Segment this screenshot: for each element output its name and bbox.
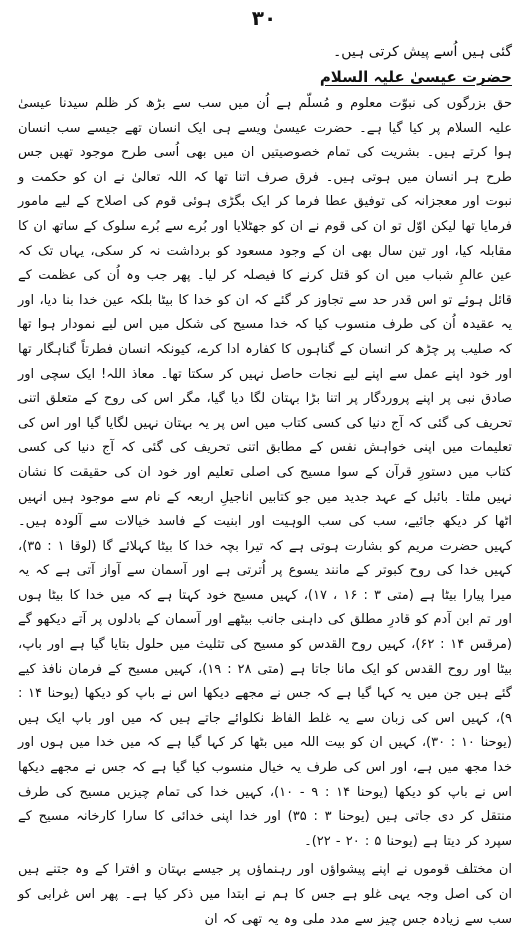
page-number: ۳۰ (251, 6, 277, 30)
paragraph-2: ان مختلف قوموں نے اپنے پیشواؤں اور رہنماؤں پر جیسے بہتان و افترا کے وہ جتنے ہیں ان کی اصل وجہ یہی غلو ہے جس کا ہم نے ابتدا میں ذکر کیا ہے۔ پھر اس غرابی کو سب سے زیادہ جس چیز سے مدد ملی وہ یہ تھی کہ ان (18, 862, 512, 927)
section-heading: حضرت عیسیٰ علیہ السلام (319, 68, 512, 86)
carry-over-line: گئی ہیں اُسے پیش کرتی ہیں۔ (333, 44, 512, 60)
paragraph-1: حق بزرگوں کی نبوّت معلوم و مُسلّم ہے اُن میں سب سے بڑھ کر ظلم سیدنا عیسیٰ علیہ السلام پر کیا گیا ہے۔ حضرت عیسیٰ ویسے ہی ایک انسان تھے جیسے سب انسان ہوا کرتے ہیں۔ بشریت کی تمام خصوصیتیں ان میں بھی اُسی طرح موجود تھیں جس طرح ہر انسان میں ہوتی ہیں۔ فرق صرف اتنا تھا کہ اللہ تعالیٰ نے ان کو حکمت و نبوت اور معجزانہ کی توفیق عطا فرما کر ایک بگڑی ہوئی قوم کی اصلاح کے لیے مامور فرمایا تھا لیکن اوّل تو ان کی قوم نے ان کو جھٹلایا اور بُرے سے بُرے سلوک کے ساتھ ان کا مقابلہ کیا، اور تین سال بھی ان کے وجود مسعود کو برداشت نہ کر سکی، یہاں تک کہ عین عالمِ شباب میں ان کو قتل کرنے کا فیصلہ کر لیا۔ پھر جب وہ اُن کی عظمت کے قائل ہوئے تو اس قدر حد سے تجاوز کر گئے کہ ان کو خدا کا بیٹا بلکہ عین خدا بنا دیا، اور یہ عقیدہ اُن کی طرف منسوب کیا کہ خدا مسیح کی شکل میں اس لیے نمودار ہوا تھا کہ صلیب پر چڑھ کر انسان کے گناہوں کا کفارہ ادا کرے، کیونکہ انسان فطرتاً گناہگار تھا اور خود اپنے عمل سے اپنے لیے نجات حاصل نہیں کر سکتا تھا۔ معاذ اللہ! ایک سچی اور صادق نبی پر اپنے پروردگار پر اتنا بڑا بہتان لگا دیا گیا، مگر اس کی روح کے متعلق اتنی تحریف کی گئی کہ آج دنیا کی کسی کتاب میں اس پر یہ بہتان نہیں لگایا گیا اور اس کی تعلیمات میں اپنی خواہش نفس کے مطابق اتنی تحریف کی گئی کہ آج دنیا کی کسی کتاب میں دستورِ قرآن کے سوا مسیح کی اصلی تعلیم اور خود ان کی حقیقت کا نشان نہیں ملتا۔ بائبل کے عہد جدید میں جو کتابیں اناجیلِ اربعہ کے نام سے موجود ہیں انہیں اٹھا کر دیکھ جائیے، سب کی سب الوہیت اور ابنیت کے فاسد خیالات سے آلودہ ہیں۔ کہیں حضرت مریم کو بشارت ہوتی ہے کہ تیرا بچہ خدا کا بیٹا کہلائے گا (لوقا ۱ : ۳۵)، کہیں خدا کی روح کبوتر کے مانند یسوع پر اُترتی ہے اور آسمان سے آواز آتی ہے کہ یہ میرا پیارا بیٹا ہے (متی ۳ : ۱۶ ، ۱۷)، کہیں مسیح خود کہتا ہے کہ میں خدا کا بیٹا ہوں اور تم ابن آدم کو قادرِ مطلق کی داہنی جانب بیٹھے اور آسمان کے بادلوں پر آتے دیکھو گے (مرقس ۱۴ : ۶۲)، کہیں روح القدس کو مسیح کی تثلیث میں حلول بتایا گیا ہے اور باپ، بیٹا اور روح القدس کو ایک مانا جاتا ہے (متی ۲۸ : ۱۹)، کہیں مسیح کے فرمان نافذ کیے گئے ہیں جن میں یہ کہا گیا ہے کہ جس نے مجھے دیکھا اس نے باپ کو دیکھا (یوحنا ۱۴ : ۹)، کہیں اس کی زبان سے یہ غلط الفاظ نکلوائے جاتے ہیں کہ میں اور باپ ایک ہیں (یوحنا ۱۰ : ۳۰)، کہیں ان کو بیت اللہ میں بٹھا کر کہا گیا ہے کہ میں خدا میں ہوں اور خدا مجھ میں ہے، اور اس کی طرف یہ خیال منسوب کیا گیا ہے کہ جس نے مجھے دیکھا اس نے باپ کو دیکھا (یوحنا ۱۴ : ۹ - ۱۰)، کہیں خدا کی تمام چیزیں مسیح کی طرف منتقل کر دی جاتی ہیں (یوحنا ۳ : ۳۵) اور خدا اپنی خدائی کا سارا کارخانہ مسیح کے سپرد کر دیتا ہے (یوحنا ۵ : ۲۰ - ۲۲)۔ (18, 96, 512, 849)
page-body (18, 40, 512, 932)
